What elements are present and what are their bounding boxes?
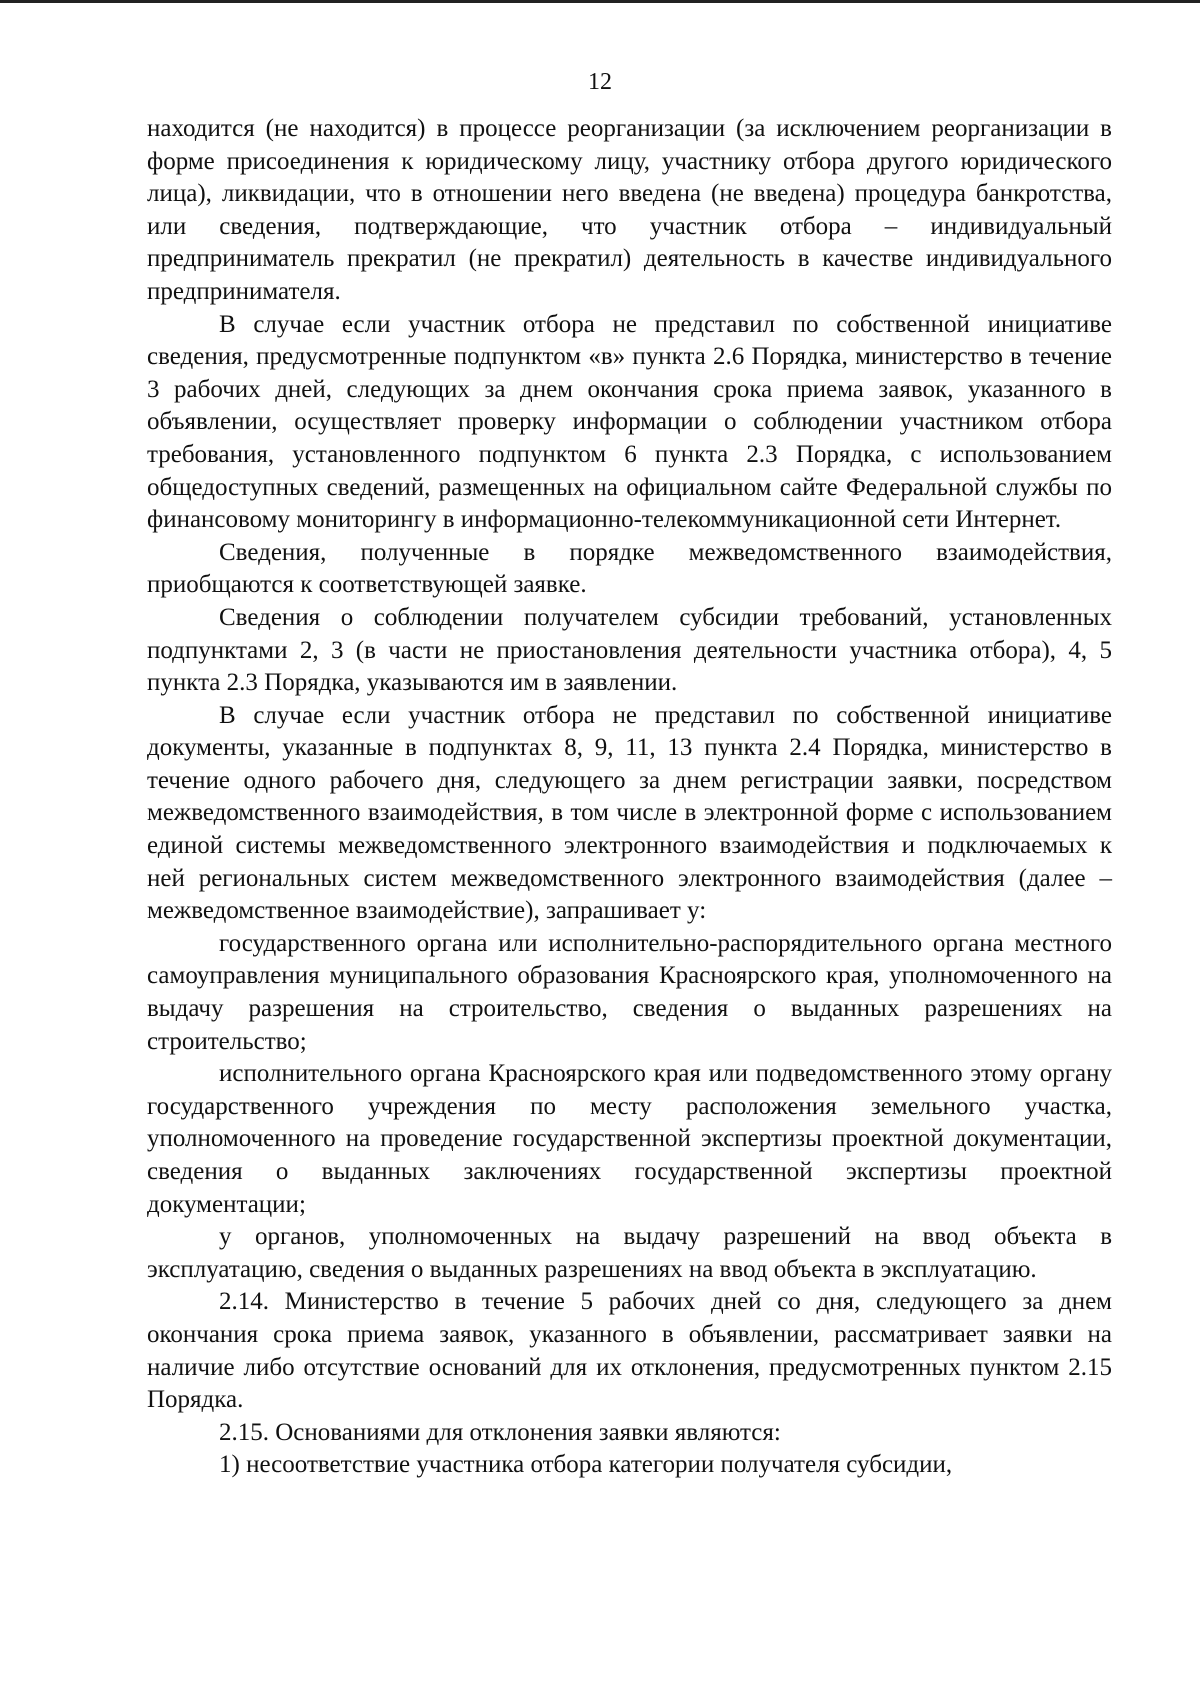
list-item-commissioning-permits: у органов, уполномоченных на выдачу разрешений на ввод объекта в эксплуатацию, сведения о выданных разрешениях на ввод объекта в эксплуатацию. [147,1223,1112,1283]
list-item-rejection-ground-1: 1) несоответствие участника отбора категории получателя субсидии, [219,1451,953,1479]
document-body [147,113,1112,1482]
paragraph-rosfinmonitoring-check: В случае если участник отбора не представил по собственной инициативе сведения, предусмотренные подпунктом «в» пункта 2.6 Порядка, министерство в течение 3 рабочих дней, следующих за днем окончания срока приема заявок, указанного в объявлении, осуществляет проверку информации о соблюдении участником отбора требования, установленного подпунктом 6 пункта 2.3 Порядка, с использованием общедоступных сведений, размещенных на официальном сайте Федеральной службы по финансовому мониторингу в информационно-телекоммуникационной сети Интернет. [147,310,1112,534]
list-item-state-expertise: исполнительного органа Красноярского края или подведомственного этому органу государственного учреждения по месту расположения земельного участка, уполномоченного на проведение государственной экспертизы проектной документации, сведения о выданных заключениях государственной экспертизы проектной документации; [147,1060,1112,1218]
scan-top-edge [0,0,1200,3]
list-item-construction-permits: государственного органа или исполнительно-распорядительного органа местного самоуправления муниципального образования Красноярского края, уполномоченного на выдачу разрешения на строительство, сведения о выданных разрешениях на строительство; [147,929,1112,1055]
paragraph-2-14-review: 2.14. Министерство в течение 5 рабочих дней со дня, следующего за днем окончания срока приема заявок, указанного в объявлении, рассматривает заявки на наличие либо отсутствие оснований для их отклонения, предусмотренных пунктом 2.15 Порядка. [147,1288,1112,1414]
paragraph-2-15-heading: 2.15. Основаниями для отклонения заявки являются: [219,1418,781,1446]
paragraph-document-request: В случае если участник отбора не представил по собственной инициативе документы, указанные в подпунктах 8, 9, 11, 13 пункта 2.4 Порядка, министерство в течение одного рабочего дня, следующего за днем регистрации заявки, посредством межведомственного взаимодействия, в том числе в электронной форме с использованием единой системы межведомственного электронного взаимодействия и подключаемых к ней региональных систем межведомственного электронного взаимодействия (далее – межведомственное взаимодействие), запрашивает у: [147,701,1112,925]
paragraph-interagency-info: Сведения, полученные в порядке межведомственного взаимодействия, приобщаются к соответствующей заявке. [147,538,1112,599]
paragraph-reorganization-status: находится (не находится) в процессе реорганизации (за исключением реорганизации в форме присоединения к юридическому лицу, участнику отбора другого юридического лица), ликвидации, что в отношении него введена (не введена) процедура банкротства, или сведения, подтверждающие, что участник отбора – индивидуальный предприниматель прекратил (не прекратил) деятельность в качестве индивидуального предпринимателя. [147,115,1112,305]
page-number: 12 [588,69,612,95]
paragraph-compliance-statement: Сведения о соблюдении получателем субсидии требований, установленных подпунктами 2, 3 (в части не приостановления деятельности участника отбора), 4, 5 пункта 2.3 Порядка, указываются им в заявлении. [147,603,1112,697]
